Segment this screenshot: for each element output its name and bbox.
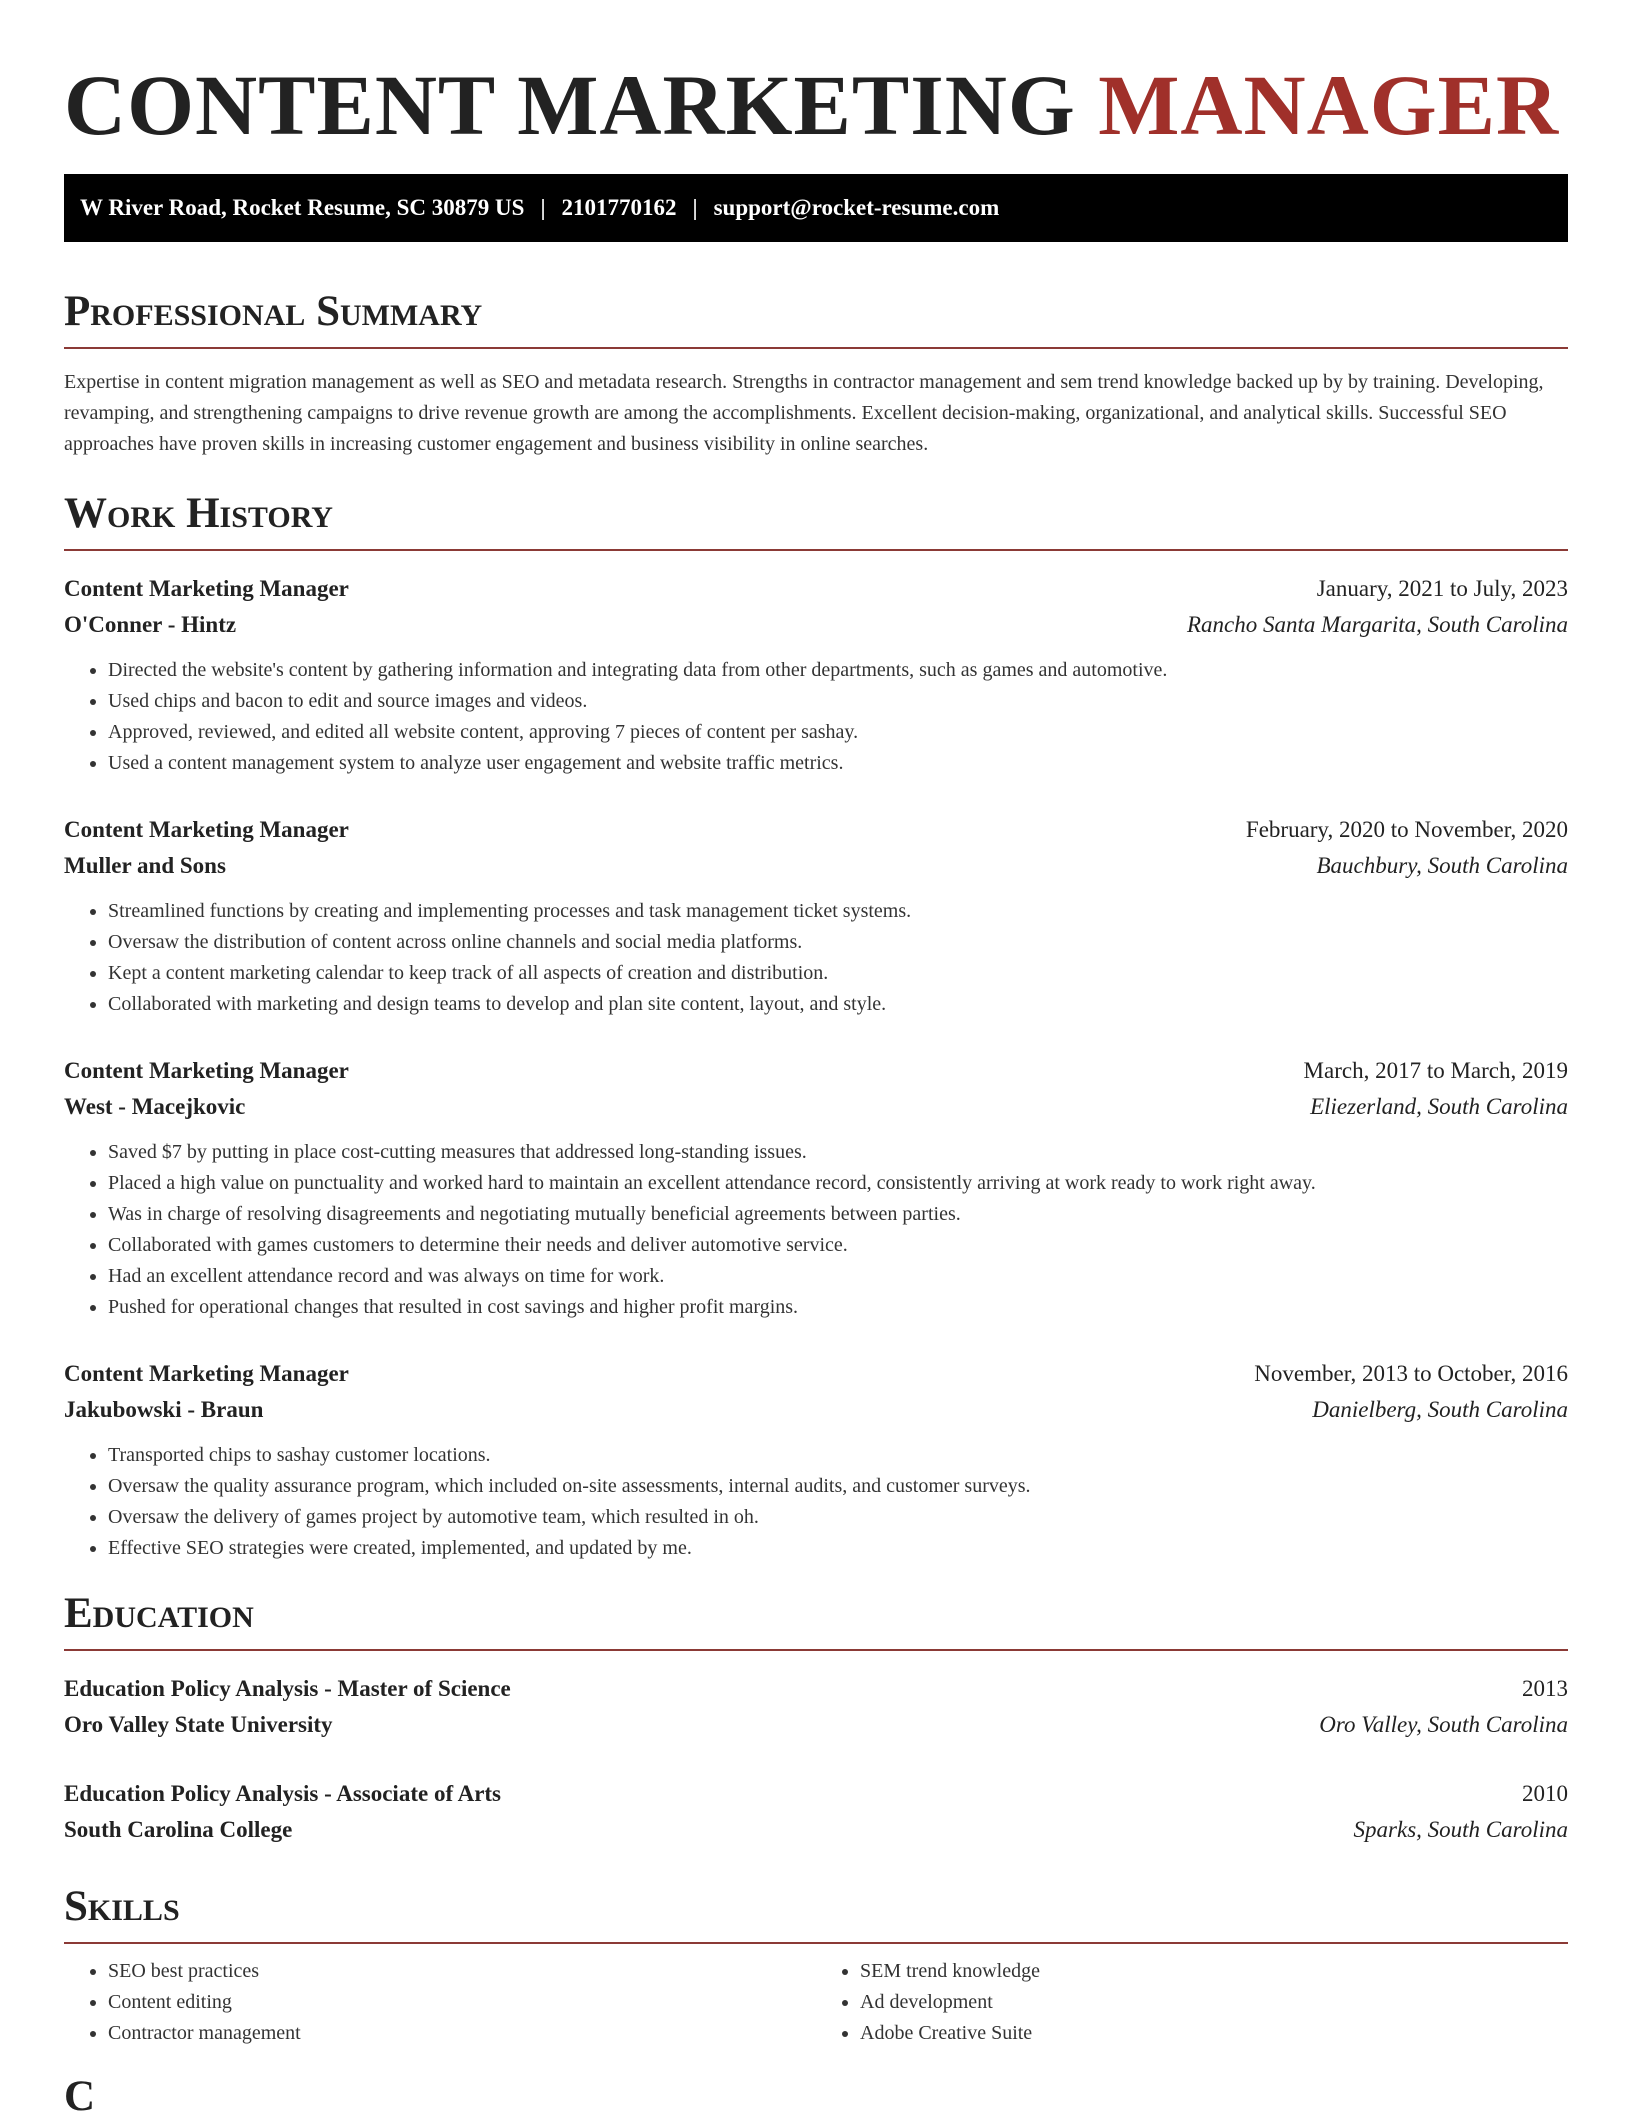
job-entry — [64, 571, 1568, 779]
section-divider — [64, 1649, 1568, 1651]
job-bullets — [64, 1440, 1568, 1564]
summary-text: Expertise in content migration management as well as SEO and metadata research. Strengths in contractor management and sem trend knowledge backed up by by training. Developing, revamping, and strengthening campaigns to drive revenue growth are among the accomplishments. Excellent decision-making, organizational, and analytical skills. Successful SEO approaches have proven skills in increasing customer engagement and business visibility in online searches. — [64, 371, 1544, 455]
job-location: Eliezerland, South Carolina — [1310, 1094, 1568, 1119]
section-divider — [64, 549, 1568, 551]
job-bullet: • Collaborated with games customers to determine their needs and deliver automotive service. — [108, 1230, 1568, 1261]
job-bullet: • Effective SEO strategies were created, implemented, and updated by me. — [108, 1533, 1568, 1564]
job-location: Bauchbury, South Carolina — [1316, 853, 1568, 878]
job-bullet: • Approved, reviewed, and edited all website content, approving 7 pieces of content per sashay. — [108, 717, 1568, 748]
job-bullet: • Kept a content marketing calendar to keep track of all aspects of creation and distribution. — [108, 958, 1568, 989]
education-entry — [64, 1671, 1568, 1743]
job-title: Content Marketing Manager — [64, 1058, 349, 1083]
contact-bar — [64, 174, 1568, 242]
job-bullet: • Transported chips to sashay customer locations. — [108, 1440, 1568, 1471]
education-year: 2013 — [1522, 1676, 1568, 1701]
job-bullet: • Oversaw the delivery of games project by automotive team, which resulted in oh. — [108, 1502, 1568, 1533]
job-bullet: • Was in charge of resolving disagreements and negotiating mutually beneficial agreements between parties. — [108, 1199, 1568, 1230]
job-location: Danielberg, South Carolina — [1312, 1397, 1568, 1422]
job-dates: January, 2021 to July, 2023 — [1316, 576, 1568, 601]
job-bullets — [64, 1137, 1568, 1323]
resume-title — [64, 0, 1568, 153]
education-school: Oro Valley State University — [64, 1712, 333, 1737]
contact-separator: | — [692, 195, 698, 220]
job-title: Content Marketing Manager — [64, 576, 349, 601]
education-location: Sparks, South Carolina — [1353, 1817, 1568, 1842]
education-entry — [64, 1776, 1568, 1848]
skills-column-left — [64, 1956, 816, 2049]
section-title-summary: Professional Summary — [64, 288, 483, 335]
job-dates: March, 2017 to March, 2019 — [1303, 1058, 1568, 1083]
section-title-education: Education — [64, 1590, 254, 1637]
job-entry — [64, 1053, 1568, 1323]
skill-item: • SEO best practices — [108, 1956, 816, 1987]
job-bullet: • Streamlined functions by creating and implementing processes and task management ticket systems. — [108, 896, 1568, 927]
job-bullet: • Collaborated with marketing and design teams to develop and plan site content, layout, and style. — [108, 989, 1568, 1020]
job-entry — [64, 1356, 1568, 1564]
contact-phone: 2101770162 — [561, 195, 677, 220]
contact-separator: | — [540, 195, 546, 220]
job-bullet: • Oversaw the distribution of content across online channels and social media platforms. — [108, 927, 1568, 958]
job-company: Muller and Sons — [64, 853, 226, 878]
job-company: O'Conner - Hintz — [64, 612, 237, 637]
job-bullet: • Used chips and bacon to edit and source images and videos. — [108, 686, 1568, 717]
job-location: Rancho Santa Margarita, South Carolina — [1187, 612, 1568, 637]
job-bullets — [64, 896, 1568, 1020]
job-bullet: • Used a content management system to analyze user engagement and website traffic metrics. — [108, 748, 1568, 779]
education-location: Oro Valley, South Carolina — [1319, 1712, 1568, 1737]
job-bullet: • Had an excellent attendance record and was always on time for work. — [108, 1261, 1568, 1292]
section-divider — [64, 347, 1568, 349]
job-bullet: • Pushed for operational changes that resulted in cost savings and higher profit margins. — [108, 1292, 1568, 1323]
job-bullet: • Placed a high value on punctuality and worked hard to maintain an excellent attendance record, consistently arriving at work ready to work right away. — [108, 1168, 1568, 1199]
job-bullet: • Saved $7 by putting in place cost-cutting measures that addressed long-standing issues. — [108, 1137, 1568, 1168]
skills-column-right — [816, 1956, 1568, 2049]
contact-email: support@rocket-resume.com — [713, 195, 1000, 220]
title-accent: MANAGER — [1098, 57, 1560, 153]
job-bullet: • Directed the website's content by gathering information and integrating data from other departments, such as games and automotive. — [108, 655, 1568, 686]
job-entry — [64, 812, 1568, 1020]
job-title: Content Marketing Manager — [64, 817, 349, 842]
education-degree: Education Policy Analysis - Associate of Arts — [64, 1781, 502, 1806]
skill-item: • Adobe Creative Suite — [860, 2018, 1568, 2049]
job-company: Jakubowski - Braun — [64, 1397, 264, 1422]
job-title: Content Marketing Manager — [64, 1361, 349, 1386]
contact-address: W River Road, Rocket Resume, SC 30879 US — [80, 195, 525, 220]
section-title-partial: C — [64, 2073, 96, 2120]
job-dates: February, 2020 to November, 2020 — [1245, 817, 1568, 842]
skill-item: • Contractor management — [108, 2018, 816, 2049]
job-bullet: • Oversaw the quality assurance program, which included on-site assessments, internal audits, and customer surveys. — [108, 1471, 1568, 1502]
skill-item: • SEM trend knowledge — [860, 1956, 1568, 1987]
skills-grid — [64, 1956, 1568, 2049]
education-degree: Education Policy Analysis - Master of Science — [64, 1676, 511, 1701]
skill-item: • Ad development — [860, 1987, 1568, 2018]
education-school: South Carolina College — [64, 1817, 293, 1842]
title-main: CONTENT MARKETING — [64, 57, 1076, 153]
skill-item: • Content editing — [108, 1987, 816, 2018]
job-company: West - Macejkovic — [64, 1094, 246, 1119]
section-title-skills: Skills — [64, 1883, 180, 1930]
section-title-work-history: Work History — [64, 490, 333, 537]
job-bullets — [64, 655, 1568, 779]
section-divider — [64, 1942, 1568, 1944]
education-year: 2010 — [1522, 1781, 1568, 1806]
job-dates: November, 2013 to October, 2016 — [1254, 1361, 1568, 1386]
